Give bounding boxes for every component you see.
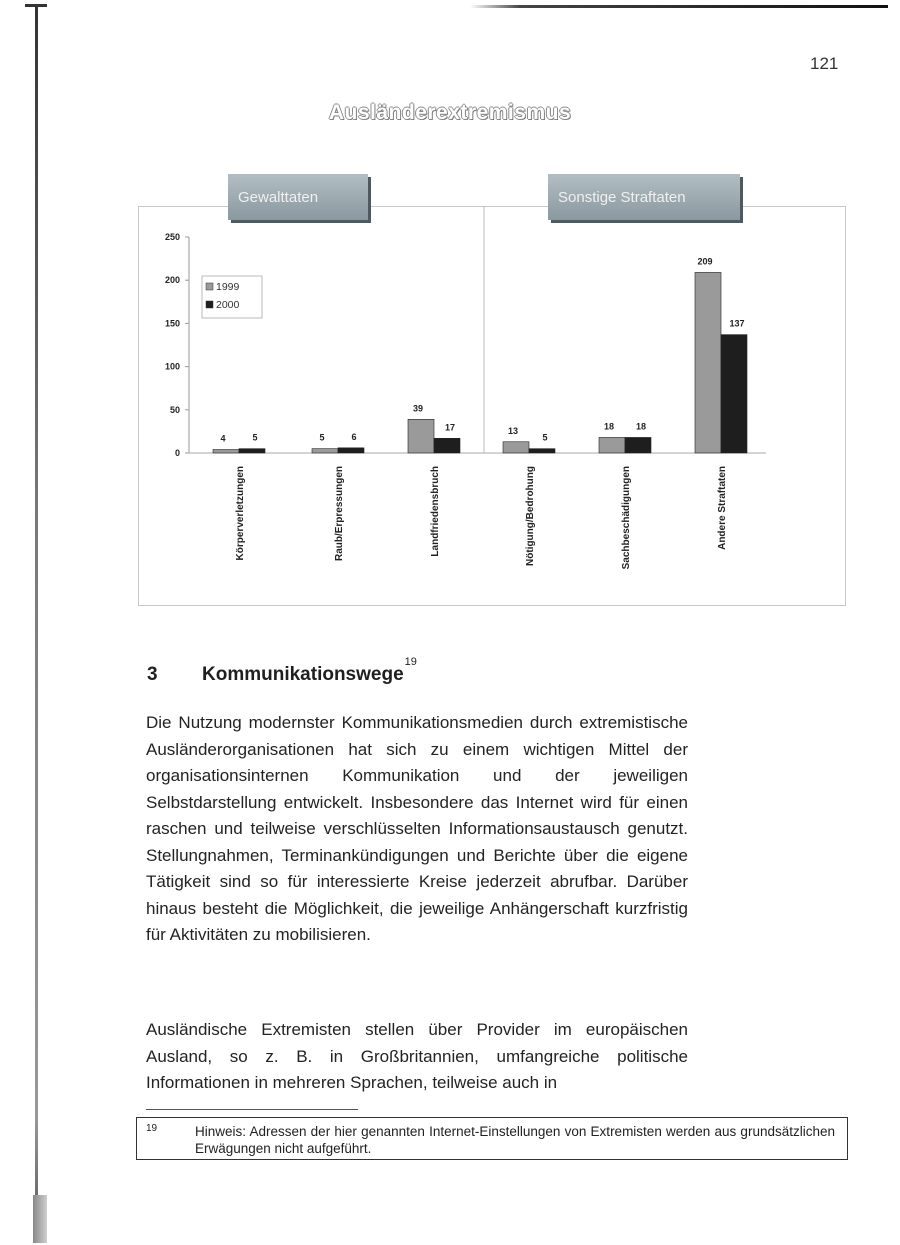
y-tick-label: 250 (164, 232, 180, 242)
bar-2000-5 (625, 437, 651, 453)
footnote-text: Hinweis: Adressen der hier genannten Internet-Einstellungen von Extremisten werden aus grundsätzlichen Erwägungen nicht aufgeführt. (195, 1124, 835, 1156)
x-tick-label: Landfriedensbruch (430, 466, 441, 557)
legend-swatch-1999 (206, 283, 213, 290)
x-tick-label: Nötigung/Bedrohung (525, 466, 536, 566)
data-label: 5 (252, 432, 258, 443)
bar-2000-6 (721, 335, 747, 453)
x-tick-label: Raub/Erpressungen (334, 466, 345, 562)
data-label: 13 (507, 425, 519, 436)
legend-label-2000: 2000 (216, 299, 240, 311)
bar-1999-3 (408, 419, 434, 453)
legend-swatch-2000 (206, 301, 213, 308)
scan-binding-foot (33, 1195, 47, 1243)
data-label: 18 (603, 421, 615, 432)
bar-1999-1 (213, 450, 239, 453)
data-label: 5 (542, 432, 548, 443)
bar-2000-3 (434, 438, 460, 453)
data-label: 17 (444, 422, 456, 433)
data-label: 137 (729, 318, 745, 329)
bar-2000-4 (529, 449, 555, 453)
body-paragraph-1: Die Nutzung modernster Kommunikationsmedien durch extremistische Ausländerorganisationen hat sich zu einem wichtigen Mittel der organisationsinternen Kommunikation und der jeweiligen Selbstdarstellung entwickelt. Insbesondere das Internet wird für einen raschen und teilweise verschlüsselten Informationsaustausch genutzt. Stellungnahmen, Terminankündigungen und Berichte über die eigene Tätigkeit sind so für interessierte Kreise jederzeit abrufbar. Darüber hinaus besteht die Möglichkeit, die jeweilige Anhängerschaft kurzfristig für Aktivitäten zu mobilisieren. (146, 713, 688, 944)
y-tick-label: 100 (164, 361, 180, 372)
footnote-rule (146, 1109, 358, 1110)
y-tick-label: 200 (164, 275, 180, 286)
data-label: 18 (635, 421, 647, 432)
chart-heading: Ausländerextremismus (328, 101, 572, 124)
bar-chart (138, 170, 850, 610)
bar-1999-6 (695, 272, 721, 453)
section-title: Kommunikationswege (202, 664, 404, 685)
scan-binding-tip (25, 4, 47, 7)
panel-tab-sonstige-straftaten: Sonstige Straftaten (548, 174, 740, 220)
data-label: 39 (412, 403, 424, 414)
data-label: 5 (319, 432, 325, 443)
x-tick-label: Körperverletzungen (235, 466, 246, 561)
bar-1999-2 (312, 449, 338, 453)
y-tick-label: 50 (169, 404, 180, 415)
header-rule (470, 5, 888, 8)
body-paragraph-2: Ausländische Extremisten stellen über Provider im europäischen Ausland, so z. B. in Großbritannien, umfangreiche politische Informationen in mehreren Sprachen, teilweise auch in (146, 1020, 688, 1092)
y-tick-label: 0 (174, 448, 180, 458)
footnote-marker: 19 (146, 1123, 158, 1134)
footnote (136, 1117, 848, 1160)
page-number: 121 (810, 54, 839, 73)
bar-1999-4 (503, 442, 529, 453)
bar-1999-5 (599, 437, 625, 453)
section-heading (147, 656, 417, 686)
x-tick-label: Sachbeschädigungen (621, 466, 632, 570)
legend-label-1999: 1999 (216, 281, 240, 293)
data-label: 6 (351, 431, 357, 442)
footnote-reference: 19 (404, 656, 417, 668)
scan-binding-edge (35, 5, 38, 1240)
bar-2000-2 (338, 448, 364, 453)
data-label: 209 (697, 256, 713, 267)
section-number: 3 (147, 664, 158, 685)
data-label: 4 (220, 433, 226, 444)
panel-tab-gewalttaten: Gewalttaten (228, 174, 368, 220)
bar-2000-1 (239, 449, 265, 453)
y-tick-label: 150 (164, 318, 180, 329)
x-tick-label: Andere Straftaten (717, 466, 728, 550)
